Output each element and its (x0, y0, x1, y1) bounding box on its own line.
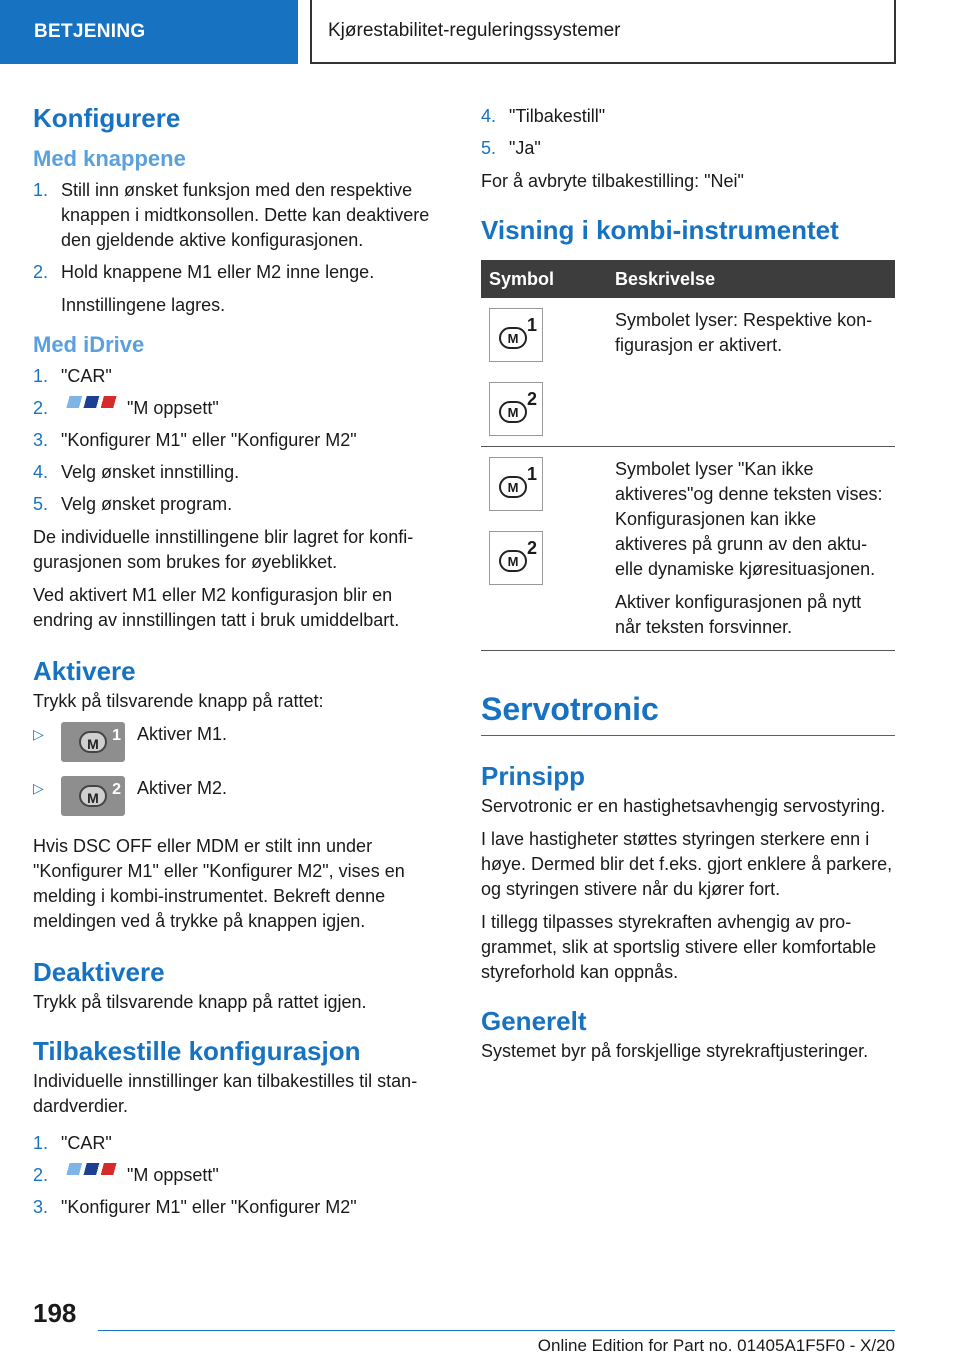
heading-med-idrive: Med iDrive (33, 332, 145, 357)
column-header-description: Beskrivelse (607, 260, 895, 298)
list-item: ▷ M 1 Aktiver M1. (33, 722, 435, 762)
heading-generelt: Generelt (481, 1006, 587, 1036)
description-cell: Symbolet lyser "Kan ikke aktiveres"og denne teksten vises: Konfigurasjonen kan ikke aktiveres på grunn av den aktuelle dynamiske kjøresituasjonen. Aktiver konfigurasjonen på nytt når teksten forsvinner. (607, 447, 895, 651)
left-column (33, 100, 435, 1228)
list-item: 3. "Konfigurer M1" eller "Konfigurer M2" (33, 1197, 357, 1217)
table-row (481, 298, 895, 447)
symbol-table (481, 260, 895, 651)
knappene-steps (33, 178, 435, 285)
right-column (481, 104, 895, 1072)
heading-prinsipp: Prinsipp (481, 761, 586, 791)
servotronic-paragraph-4: Systemet byr på forskjellige styrekraftjusteringer. (481, 1041, 869, 1061)
list-item: 2. "M oppsett" (33, 1165, 219, 1185)
heading-konfigurere: Konfigurere (33, 103, 181, 133)
header-title: Kjørestabilitet-reguleringssystemer (310, 0, 896, 64)
steering-m1-button-icon: M 1 (61, 722, 125, 762)
m1-symbol-unavailable-icon: M 1 (489, 457, 543, 511)
aktivere-intro: Trykk på tilsvarende knapp på rattet: (33, 691, 324, 711)
list-item: 2. Hold knappene M1 eller M2 inne lenge. (33, 262, 375, 282)
heading-med-knappene: Med knappene (33, 146, 186, 171)
section-divider (481, 735, 895, 736)
page-number: 198 (33, 1298, 77, 1328)
tilbakestille-steps-continued (481, 104, 895, 161)
list-item: 1. "CAR" (33, 366, 112, 386)
header-section: BETJENING (0, 0, 298, 64)
heading-aktivere: Aktivere (33, 656, 136, 686)
list-item: 4. Velg ønsket innstilling. (33, 462, 240, 482)
description-cell: Symbolet lyser: Respektive konfigurasjon er aktivert. (607, 298, 895, 447)
knappene-note: Innstillingene lagres. (61, 295, 226, 315)
list-item: 5. "Ja" (481, 138, 541, 158)
heading-servotronic: Servotronic (481, 691, 659, 727)
tilbakestille-paragraph: Individuelle innstillinger kan tilbakestilles til standardverdier. (33, 1071, 418, 1116)
footer-edition: Online Edition for Part no. 01405A1F5F0 - X/20 (537, 1336, 895, 1355)
list-item: ▷ M 2 Aktiver M2. (33, 776, 435, 816)
m-logo-icon (65, 1163, 119, 1175)
servotronic-paragraph-3: I tillegg tilpasses styrekraften avhengig av programmet, slik at sportslig stivere eller komfortable styreforhold kan oppnås. (481, 912, 877, 982)
steering-m2-button-icon: M 2 (61, 776, 125, 816)
aktivere-paragraph: Hvis DSC OFF eller MDM er stilt inn under "Konfigurer M1" eller "Konfigurer M2", vises en melding i kombi-instrumentet. Bekreft denne meldingen ved å trykke på knappen igjen. (33, 836, 405, 931)
list-item: 3. "Konfigurer M1" eller "Konfigurer M2" (33, 430, 357, 450)
list-item: 2. "M oppsett" (33, 398, 219, 418)
heading-tilbakestille: Tilbakestille konfigurasjon (33, 1036, 361, 1066)
list-item: 5. Velg ønsket program. (33, 494, 233, 514)
table-row (481, 447, 895, 651)
tilbakestille-steps (33, 1131, 435, 1220)
m1-symbol-icon: M 1 (489, 308, 543, 362)
heading-deaktivere: Deaktivere (33, 957, 165, 987)
list-item: 1. Still inn ønsket funksjon med den respektive knappen i midtkonsollen. Dette kan deaktivere den gjeldende aktive konfigurasjonen. (33, 180, 430, 250)
idrive-paragraph-1: De individuelle innstillingene blir lagret for konfigurasjonen som brukes for øyeblikket. (33, 527, 414, 572)
idrive-paragraph-2: Ved aktivert M1 eller M2 konfigurasjon blir en endring av innstillingen tatt i bruk umiddelbart. (33, 585, 400, 630)
servotronic-paragraph-1: Servotronic er en hastighetsavhengig servostyring. (481, 796, 886, 816)
deaktivere-paragraph: Trykk på tilsvarende knapp på rattet igjen. (33, 992, 367, 1012)
list-item: 4. "Tilbakestill" (481, 106, 606, 126)
list-item: 1. "CAR" (33, 1133, 112, 1153)
m-logo-icon (65, 396, 119, 408)
heading-visning: Visning i kombi-instrumentet (481, 215, 839, 245)
m2-symbol-icon: M 2 (489, 382, 543, 436)
idrive-steps (33, 364, 435, 517)
m2-symbol-unavailable-icon: M 2 (489, 531, 543, 585)
servotronic-paragraph-2: I lave hastigheter støttes styringen sterkere enn i høye. Dermed blir det f.eks. gjort enklere å parkere, og styringen stivere når du kjører fort. (481, 829, 893, 899)
cancel-note: For å avbryte tilbakestilling: "Nei" (481, 171, 744, 191)
column-header-symbol: Symbol (481, 260, 607, 298)
footer-divider (98, 1330, 895, 1331)
